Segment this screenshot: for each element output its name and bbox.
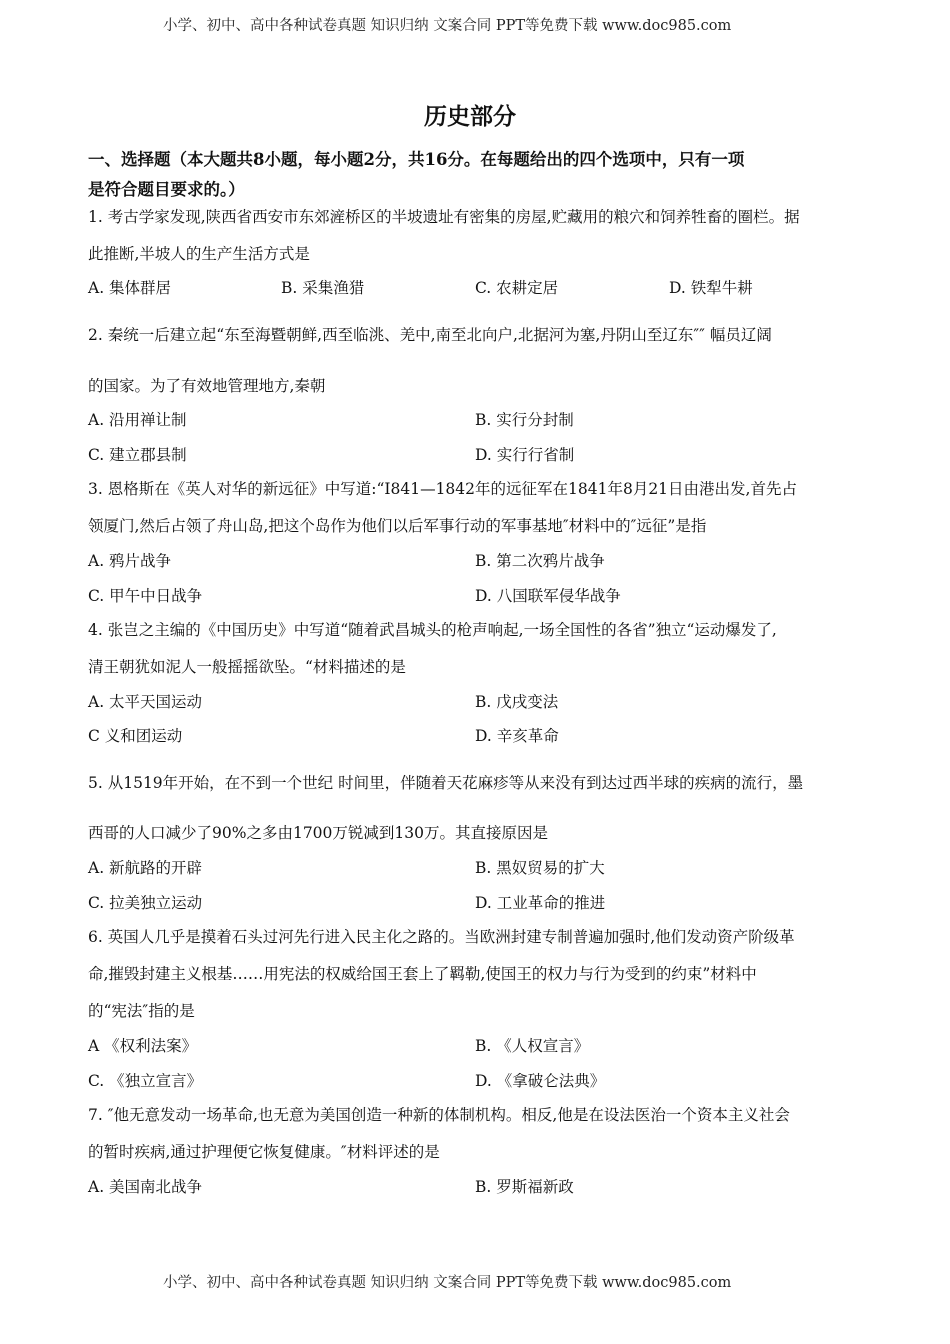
q4-option-a: A. 太平天国运动 bbox=[88, 693, 203, 711]
q3-option-c: C. 甲午中日战争 bbox=[88, 587, 203, 605]
question-1-text-cont: 此推断,半坡人的生产生活方式是 bbox=[88, 245, 310, 263]
section-heading-line2: 是符合题目要求的。） bbox=[88, 180, 245, 199]
question-4-text: 4. 张岂之主编的《中国历史》中写道“随着武昌城头的枪声响起,一场全国性的各省”独立“运动爆发了, bbox=[88, 621, 777, 639]
question-7-text: 7. ″他无意发动一场革命,也无意为美国创造一种新的体制机构。相反,他是在设法医治一个资本主义社会 bbox=[88, 1106, 790, 1124]
q5-option-c: C. 拉美独立运动 bbox=[88, 894, 203, 912]
q4-option-c: C 义和团运动 bbox=[88, 727, 183, 745]
q2-option-d: D. 实行行省制 bbox=[475, 446, 575, 464]
q6-option-d: D. 《拿破仑法典》 bbox=[475, 1072, 606, 1090]
question-2-text: 2. 秦统一后建立起“东至海暨朝鲜,西至临洮、羌中,南至北向户,北据河为塞,丹阴山至辽东″″ 幅员辽阔 bbox=[88, 326, 772, 344]
page-header: 小学、初中、高中各种试卷真题 知识归纳 文案合同 PPT等免费下载 www.doc985.com bbox=[163, 18, 732, 34]
q4-option-b: B. 戊戌变法 bbox=[475, 693, 559, 711]
q2-option-c: C. 建立郡县制 bbox=[88, 446, 187, 464]
q2-option-b: B. 实行分封制 bbox=[475, 411, 574, 429]
q3-option-b: B. 第二次鸦片战争 bbox=[475, 552, 605, 570]
q1-option-a: A. 集体群居 bbox=[88, 279, 172, 297]
q1-option-b: B. 采集渔猎 bbox=[281, 279, 365, 297]
q3-option-d: D. 八国联军侵华战争 bbox=[475, 587, 621, 605]
q7-option-b: B. 罗斯福新政 bbox=[475, 1178, 574, 1196]
q3-option-a: A. 鸦片战争 bbox=[88, 552, 172, 570]
section-heading-line1: 一、选择题（本大题共8小题，每小题2分，共16分。在每题给出的四个选项中，只有一项 bbox=[88, 150, 745, 169]
q6-option-a: A 《权利法案》 bbox=[88, 1037, 198, 1055]
question-3-text-cont: 领厦门,然后占领了舟山岛,把这个岛作为他们以后军事行动的军事基地″材料中的″远征”是指 bbox=[88, 517, 707, 535]
q6-option-b: B. 《人权宣言》 bbox=[475, 1037, 590, 1055]
question-4-text-cont: 清王朝犹如泥人一般摇摇欲坠。“材料描述的是 bbox=[88, 658, 406, 676]
q6-option-c: C. 《独立宣言》 bbox=[88, 1072, 203, 1090]
q4-option-d: D. 辛亥革命 bbox=[475, 727, 559, 745]
q5-option-a: A. 新航路的开辟 bbox=[88, 859, 203, 877]
question-6-text-cont2: 的“宪法″指的是 bbox=[88, 1002, 195, 1020]
page-footer: 小学、初中、高中各种试卷真题 知识归纳 文案合同 PPT等免费下载 www.doc985.com bbox=[163, 1275, 732, 1291]
question-5-text: 5. 从1519年开始，在不到一个世纪 时间里，伴随着天花麻疹等从来没有到达过西半球的疾病的流行，墨 bbox=[88, 774, 804, 792]
question-6-text-cont: 命,摧毁封建主义根基……用宪法的权威给国王套上了羁勒,使国王的权力与行为受到的约束”材料中 bbox=[88, 965, 757, 983]
q5-option-b: B. 黑奴贸易的扩大 bbox=[475, 859, 605, 877]
q1-option-d: D. 铁犁牛耕 bbox=[669, 279, 753, 297]
q5-option-d: D. 工业革命的推进 bbox=[475, 894, 606, 912]
page-title: 历史部分 bbox=[424, 103, 516, 130]
question-1-text: 1. 考古学家发现,陕西省西安市东郊滻桥区的半坡遗址有密集的房屋,贮藏用的粮穴和饲养牲畜的圈栏。据 bbox=[88, 208, 800, 226]
question-7-text-cont: 的暂时疾病,通过护理便它恢复健康。″材料评述的是 bbox=[88, 1143, 440, 1161]
question-3-text: 3. 恩格斯在《英人对华的新远征》中写道:“I841—1842年的远征军在1841年8月21日由港出发,首先占 bbox=[88, 480, 797, 498]
q1-option-c: C. 农耕定居 bbox=[475, 279, 559, 297]
question-5-text-cont: 西哥的人口减少了90%之多由1700万锐减到130万。其直接原因是 bbox=[88, 824, 548, 842]
question-6-text: 6. 英国人几乎是摸着石头过河先行进入民主化之路的。当欧洲封建专制普遍加强时,他们发动资产阶级革 bbox=[88, 928, 795, 946]
question-2-text-cont: 的国家。为了有效地管理地方,秦朝 bbox=[88, 377, 326, 395]
q7-option-a: A. 美国南北战争 bbox=[88, 1178, 203, 1196]
q2-option-a: A. 沿用禅让制 bbox=[88, 411, 187, 429]
